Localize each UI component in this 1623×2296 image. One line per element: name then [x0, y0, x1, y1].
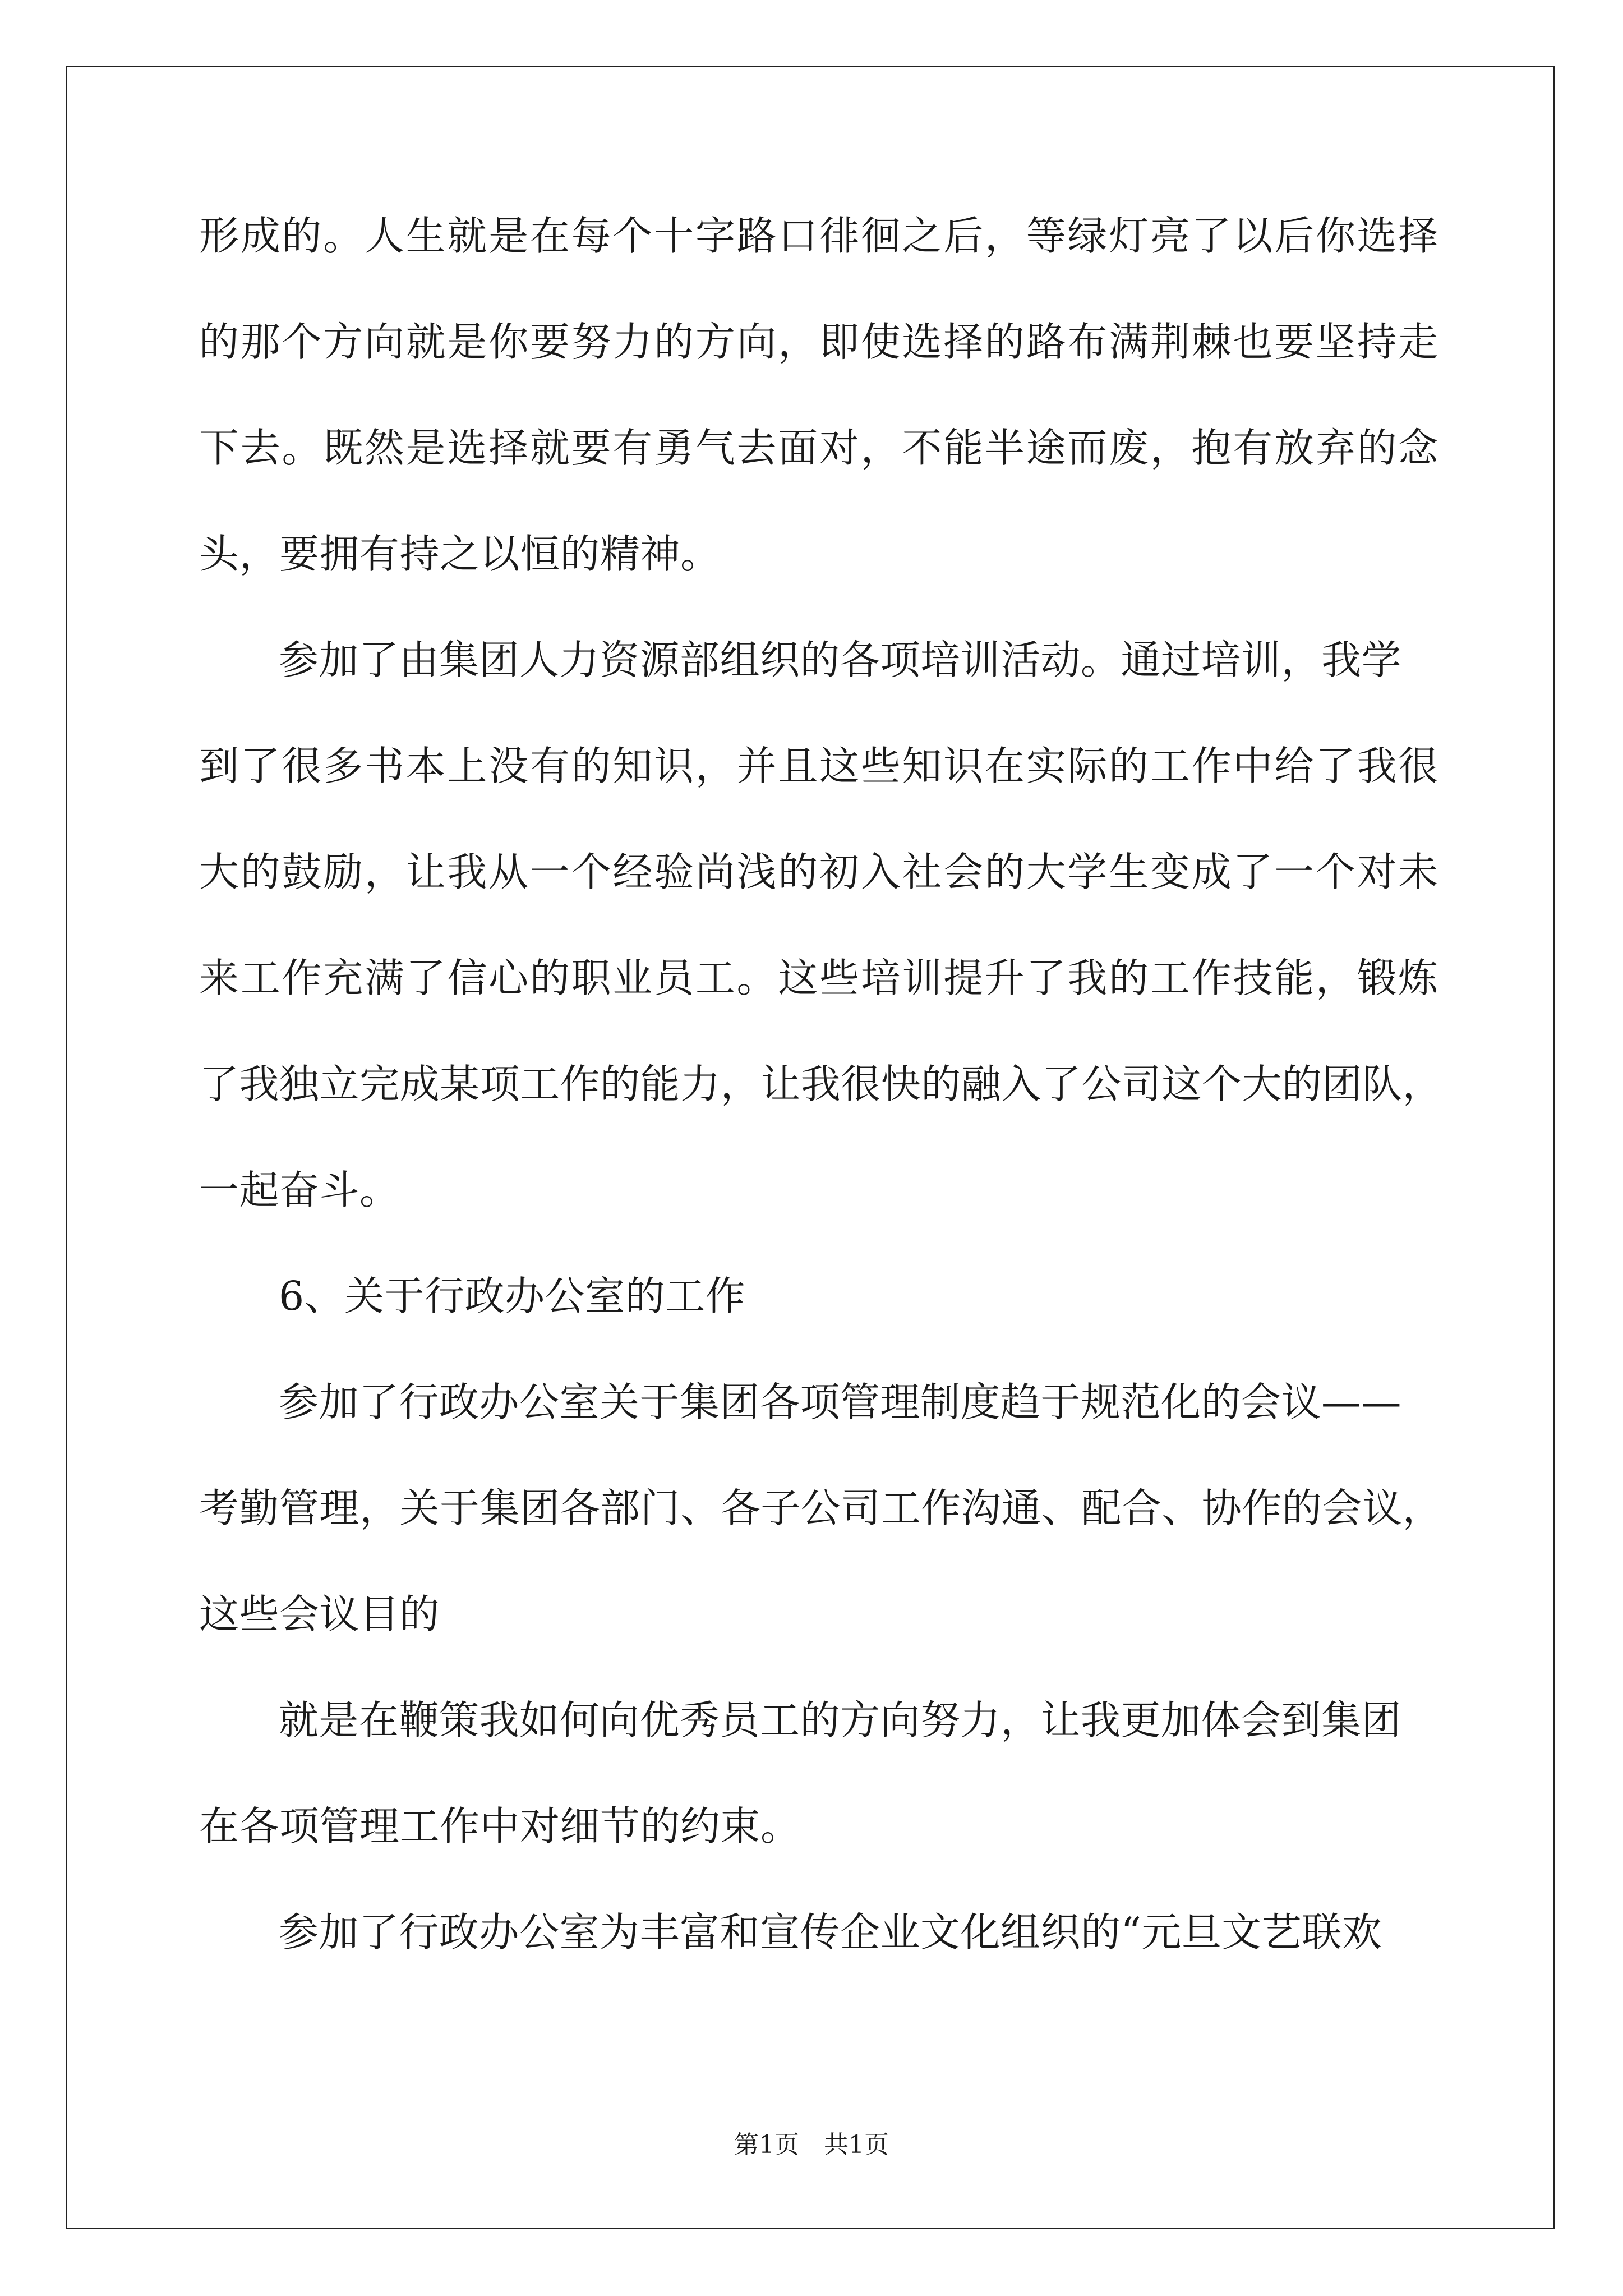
body-text-line: 来 工 作 充 满 了 信 心 的 职 业 员 工 。 这 些 培 训 提 升 了 我 的 工 作 技 能 ， 锻 炼 [199, 955, 1438, 1001]
body-text-line: 到 了 很 多 书 本 上 没 有 的 知 识 ， 并 且 这 些 知 识 在 实 际 的 工 作 中 给 了 我 很 [199, 743, 1438, 789]
section-heading: 6、关于行政办公室的工作 [279, 1273, 746, 1319]
body-text-line: 头，要拥有持之以恒的精神。 [199, 531, 721, 577]
body-text-line: 在各项管理工作中对细节的约束。 [199, 1803, 801, 1849]
body-text-line: 了 我 独 立 完 成 某 项 工 作 的 能 力 ， 让 我 很 快 的 融 入 了 公 司 这 个 大 的 团 队 ， [199, 1061, 1442, 1107]
body-text-line: 下 去 。 既 然 是 选 择 就 要 有 勇 气 去 面 对 ， 不 能 半 途 而 废 ， 抱 有 放 弃 的 念 [199, 425, 1438, 471]
body-text-line: 这些会议目的 [199, 1591, 440, 1637]
body-text-line: 考 勤 管 理 ， 关 于 集 团 各 部 门 、 各 子 公 司 工 作 沟 通 、 配 合 、 协 作 的 会 议 ， [199, 1485, 1442, 1531]
body-text-line: 参加了行政办公室关于集团各项管理制度趋于规范化的会议—— [279, 1379, 1402, 1425]
body-text-line: 的 那 个 方 向 就 是 你 要 努 力 的 方 向 ， 即 使 选 择 的 路 布 满 荆 棘 也 要 坚 持 走 [199, 319, 1438, 365]
body-text-line: 形 成 的 。 人 生 就 是 在 每 个 十 字 路 口 徘 徊 之 后 ， 等 绿 灯 亮 了 以 后 你 选 择 [199, 213, 1438, 259]
body-text-line: 就是在鞭策我如何向优秀员工的方向努力，让我更加体会到集团 [279, 1697, 1402, 1743]
body-text-line: 参加了行政办公室为丰富和宣传企业文化组织的“元旦文艺联欢 [279, 1909, 1382, 1955]
body-text-line: 一起奋斗。 [199, 1167, 400, 1213]
body-text-line: 大 的 鼓 励 ， 让 我 从 一 个 经 验 尚 浅 的 初 入 社 会 的 大 学 生 变 成 了 一 个 对 未 [199, 849, 1438, 895]
body-text-line: 参加了由集团人力资源部组织的各项培训活动。通过培训，我学 [279, 637, 1402, 683]
document-body [199, 213, 1442, 2018]
page-number-footer: 第1页 共1页 [734, 2131, 889, 2159]
